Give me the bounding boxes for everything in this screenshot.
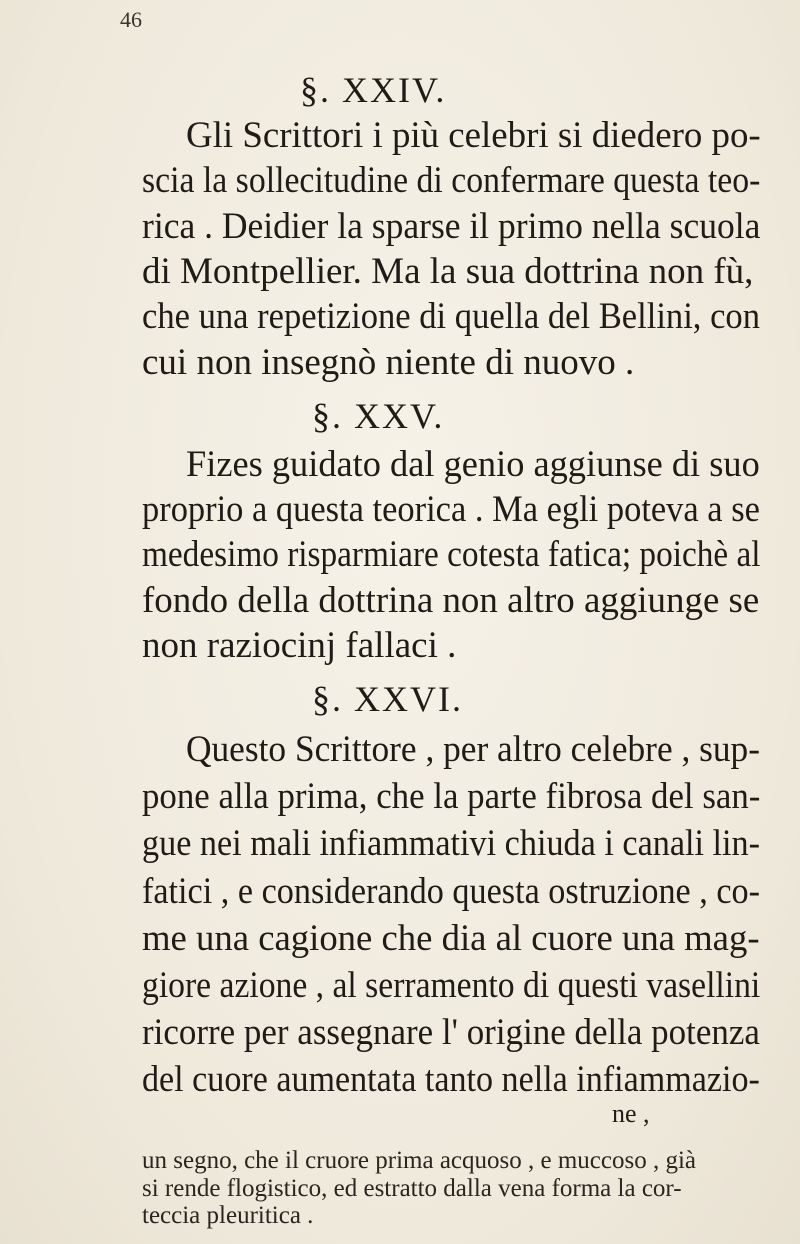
text-line: Gli Scrittori i più celebri si diedero po- (186, 115, 761, 156)
text-line: che una repetizione di quella del Bellini, con (142, 296, 760, 337)
footnote-line: un segno, che il cruore prima acquoso , e muccoso , già (142, 1147, 696, 1174)
text-line: rica . Deidier la sparse il primo nella scuola (142, 206, 761, 247)
page-number: 46 (120, 7, 142, 32)
text-line: del cuore aumentata tanto nella infiammazio- (142, 1059, 760, 1100)
text-line: gue nei mali infiammativi chiuda i canali lin- (142, 823, 761, 864)
catchword: ne , (612, 1099, 650, 1128)
text-line: cui non insegnò niente di nuovo . (142, 342, 635, 383)
footnote-line: teccia pleuritica . (142, 1202, 314, 1229)
section-heading-xxvi: §. XXVI. (312, 679, 463, 719)
text-line: ricorre per assegnare l' origine della potenza (142, 1012, 760, 1053)
text-line: fondo della dottrina non altro aggiunge se (142, 580, 760, 621)
text-line: non raziocinj fallaci . (142, 625, 457, 666)
text-line: proprio a questa teorica . Ma egli poteva a se (142, 489, 760, 530)
text-line: scia la sollecitudine di confermare questa teo- (142, 160, 761, 201)
text-line: pone alla prima, che la parte fibrosa del san- (142, 776, 761, 817)
text-line: me una cagione che dia al cuore una mag- (142, 918, 760, 959)
text-line: giore azione , al serramento di questi vasellini (142, 965, 761, 1006)
section-heading-xxv: §. XXV. (312, 396, 445, 436)
text-line: medesimo risparmiare cotesta fatica; poichè al (142, 534, 761, 575)
text-line: di Montpellier. Ma la sua dottrina non fù, (142, 251, 754, 292)
text-line: Questo Scrittore , per altro celebre , sup- (186, 729, 760, 770)
text-line: fatici , e considerando questa ostruzione , co- (142, 871, 761, 912)
footnote-line: si rende flogistico, ed estratto dalla vena forma la cor- (142, 1175, 682, 1202)
text-line: Fizes guidato dal genio aggiunse di suo (186, 444, 760, 485)
section-heading-xxiv: §. XXIV. (300, 70, 447, 110)
